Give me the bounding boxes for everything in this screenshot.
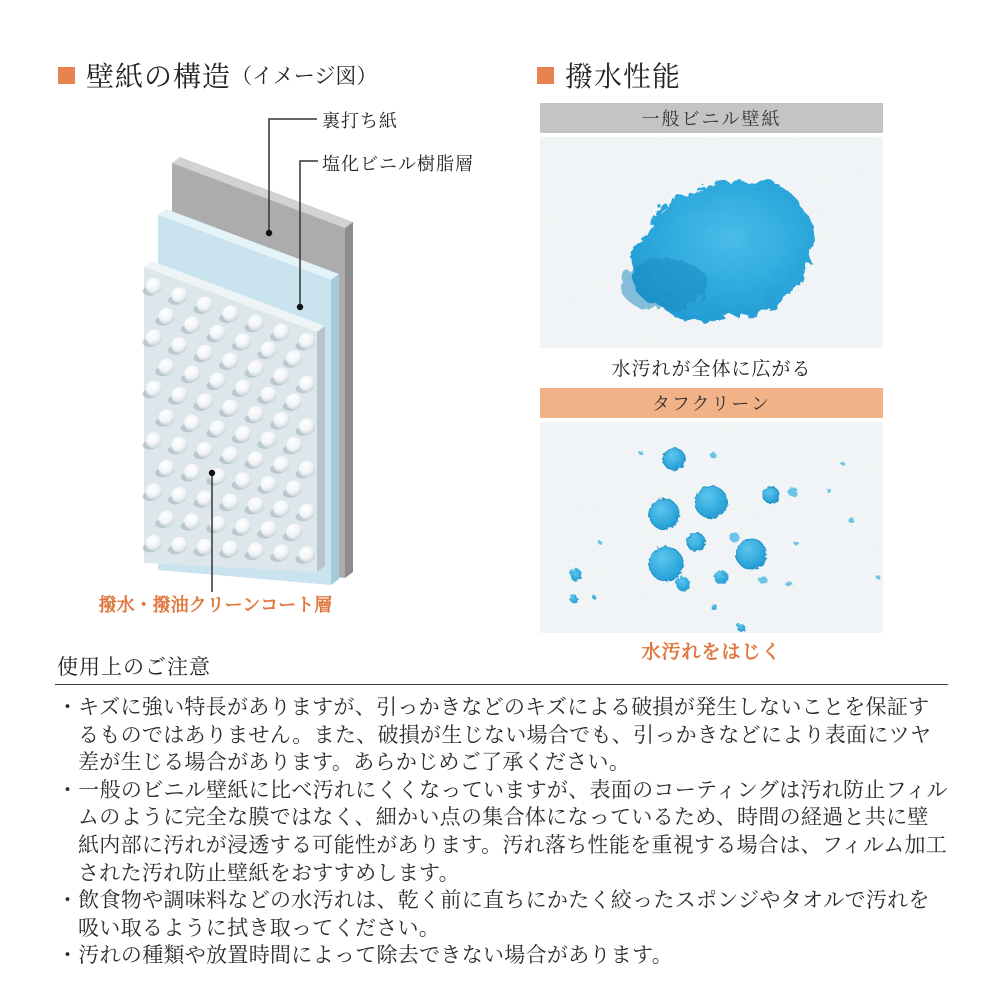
label-vinyl-resin: 塩化ビニル樹脂層 xyxy=(322,154,474,174)
wallpaper-layers-diagram xyxy=(55,95,475,647)
performance-section-title xyxy=(537,55,681,95)
structure-section-title xyxy=(58,55,377,95)
structure-title-text: 壁紙の構造 xyxy=(86,61,232,92)
tough-clean-header-bar: タフクリーン xyxy=(540,388,883,418)
tough-clean-caption: 水汚れをはじく xyxy=(641,642,782,663)
general-vinyl-caption: 水汚れが全体に広がる xyxy=(611,359,812,380)
performance-title-text: 撥水性能 xyxy=(565,61,682,92)
label-backing-paper: 裏打ち紙 xyxy=(322,111,398,131)
note-item: ・汚れの種類や放置時間によって除去できない場合があります。 xyxy=(57,944,674,968)
notes-divider xyxy=(55,684,948,685)
note-item: ・一般のビニル壁紙に比べ汚れにくくなっていますが、表面のコーティングは汚れ防止フィルムのように完全な膜ではなく、細かい点の集合体になっているため、時間の経過と共に壁紙内部に汚れが浸透する可能性があります。汚れ落ち性能を重視する場合は、フィルム加工された汚れ防止壁紙をおすすめします。 xyxy=(57,778,948,885)
notes-list xyxy=(57,694,950,970)
orange-square-icon xyxy=(58,67,75,84)
label-clean-coat: 撥水・撥油クリーンコート層 xyxy=(98,595,333,615)
orange-square-icon xyxy=(537,67,554,84)
note-item: ・キズに強い特長がありますが、引っかきなどのキズによる破損が発生しないことを保証するものではありません。また、破損が生じない場合でも、引っかきなどにより表面にツヤ差が生じる場合があります。あらかじめご了承ください。 xyxy=(57,696,932,775)
structure-title-note: （イメージ図） xyxy=(231,65,378,88)
notes-title: 使用上のご注意 xyxy=(57,656,211,679)
water-beads-photo xyxy=(540,422,883,633)
water-spread-photo xyxy=(540,137,883,348)
note-item: ・飲食物や調味料などの水汚れは、乾く前に直ちにかたく絞ったスポンジやタオルで汚れを吸い取るように拭き取ってください。 xyxy=(57,889,930,940)
general-vinyl-header-bar: 一般ビニル壁紙 xyxy=(540,103,883,133)
